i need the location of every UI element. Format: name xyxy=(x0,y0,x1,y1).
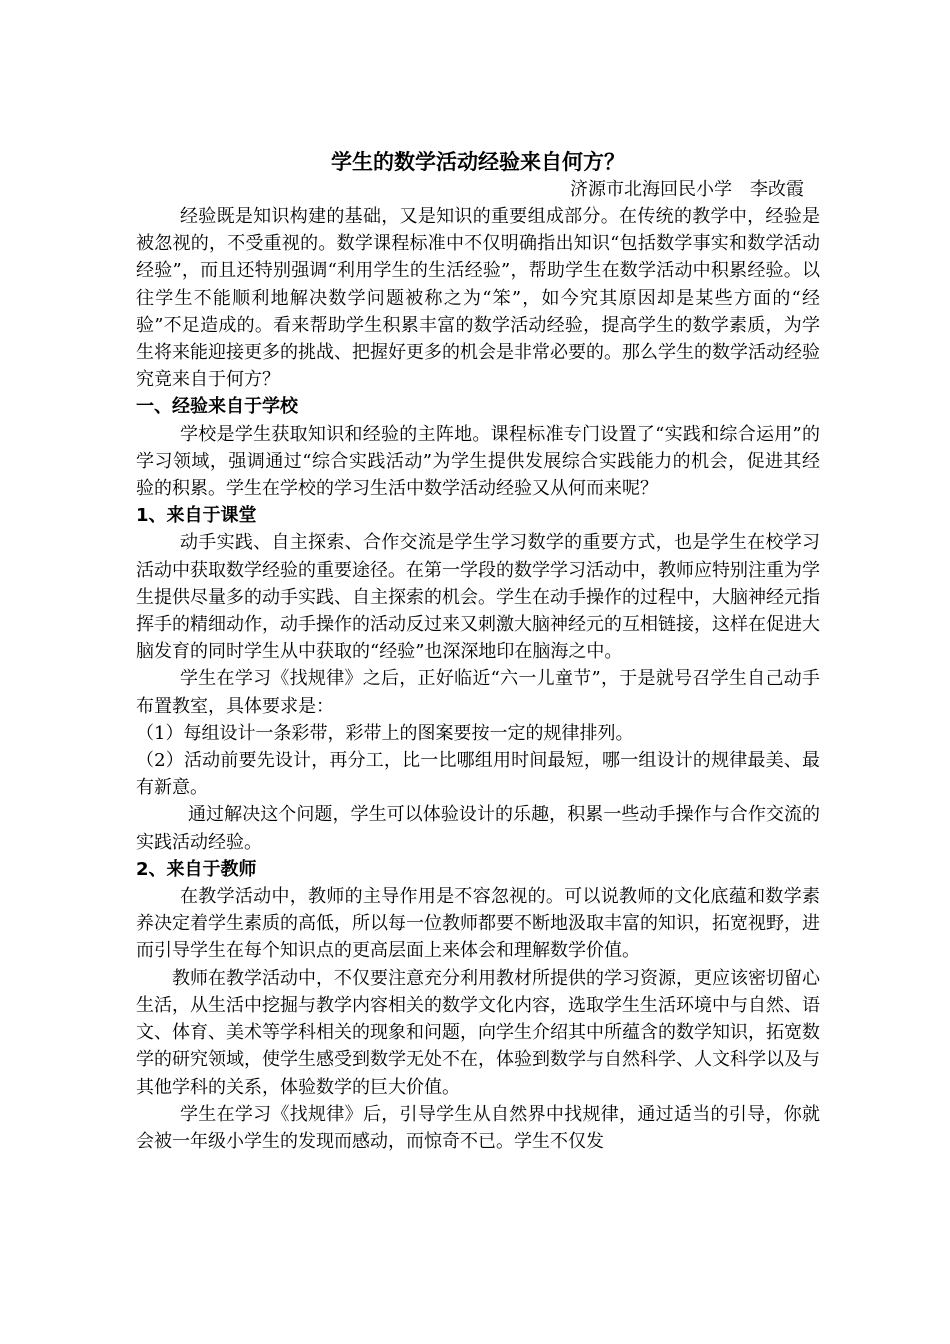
paragraph-nature-patterns: 学生在学习《找规律》后，引导学生从自然界中找规律，通过适当的引导，你就会被一年级小学生的发现而感动，而惊奇不已。学生不仅发 xyxy=(136,1103,820,1152)
list-item-requirement-1: （1）每组设计一条彩带，彩带上的图案要按一定的规律排列。 xyxy=(136,722,634,744)
paragraph-teacher-role: 在教学活动中，教师的主导作用是不容忽视的。可以说教师的文化底蕴和数学素养决定着学生素质的高低，所以每一位教师都要不断地汲取丰富的知识，拓宽视野，进而引导学生在每个知识点的更高层面上来体会和理解数学价值。 xyxy=(136,886,820,962)
paragraph-teacher-resources: 教师在教学活动中，不仅要注意充分利用教材所提供的学习资源，更应该密切留心生活，从生活中挖掘与教学内容相关的数学文化内容，选取学生生活环境中与自然、语文、体育、美术等学科相关的现象和问题，向学生介绍其中所蕴含的数学知识，拓宽数学的研究领域，使学生感受到数学无处不在，体验到数学与自然科学、人文科学以及与其他学科的关系，体验数学的巨大价值。 xyxy=(136,967,820,1098)
list-item-requirement-2: （2）活动前要先设计，再分工，比一比哪组用时间最短，哪一组设计的规律最美、最有新意。 xyxy=(136,750,820,799)
paragraph-school: 学校是学生获取知识和经验的主阵地。课程标准专门设置了“实践和综合运用”的学习领域，强调通过“综合实践活动”为学生提供发展综合实践能力的机会，促进其经验的积累。学生在学校的学习生活中数学活动经验又从何而来呢？ xyxy=(136,423,820,500)
subsection-heading-classroom: 1、来自于课堂 xyxy=(136,505,257,527)
section-heading-school: 一、经验来自于学校 xyxy=(136,396,298,418)
paragraph-pattern-lesson: 学生在学习《找规律》之后，正好临近“六一儿童节”，于是就号召学生自己动手布置教室，具体要求是： xyxy=(136,668,820,717)
paragraph-experience-summary: 通过解决这个问题，学生可以体验设计的乐趣，积累一些动手操作与合作交流的实践活动经验。 xyxy=(136,804,820,853)
paragraph-intro: 经验既是知识构建的基础，又是知识的重要组成部分。在传统的教学中，经验是被忽视的，不受重视的。数学课程标准中不仅明确指出知识“包括数学事实和数学活动经验”，而且还特别强调“利用学生的生活经验”，帮助学生在数学活动中积累经验。以往学生不能顺利地解决数学问题被称之为“笨”，如今究其原因却是某些方面的“经验”不足造成的。看来帮助学生积累丰富的数学活动经验，提高学生的数学素质，为学生将来能迎接更多的挑战、把握好更多的机会是非常必要的。那么学生的数学活动经验究竟来自于何方？ xyxy=(136,206,820,391)
paragraph-classroom: 动手实践、自主探索、合作交流是学生学习数学的重要方式，也是学生在校学习活动中获取数学经验的重要途径。在第一学段的数学学习活动中，教师应特别注重为学生提供尽量多的动手实践、自主探索的机会。学生在动手操作的过程中，大脑神经元指挥手的精细动作，动手操作的活动反过来又刺激大脑神经元的互相链接，这样在促进大脑发育的同时学生从中获取的“经验”也深深地印在脑海之中。 xyxy=(136,532,820,663)
document-title: 学生的数学活动经验来自何方？ xyxy=(331,150,625,174)
document-author: 济源市北海回民小学 李改霞 xyxy=(570,179,804,200)
subsection-heading-teacher: 2、来自于教师 xyxy=(136,858,257,880)
document-page xyxy=(136,148,820,1155)
